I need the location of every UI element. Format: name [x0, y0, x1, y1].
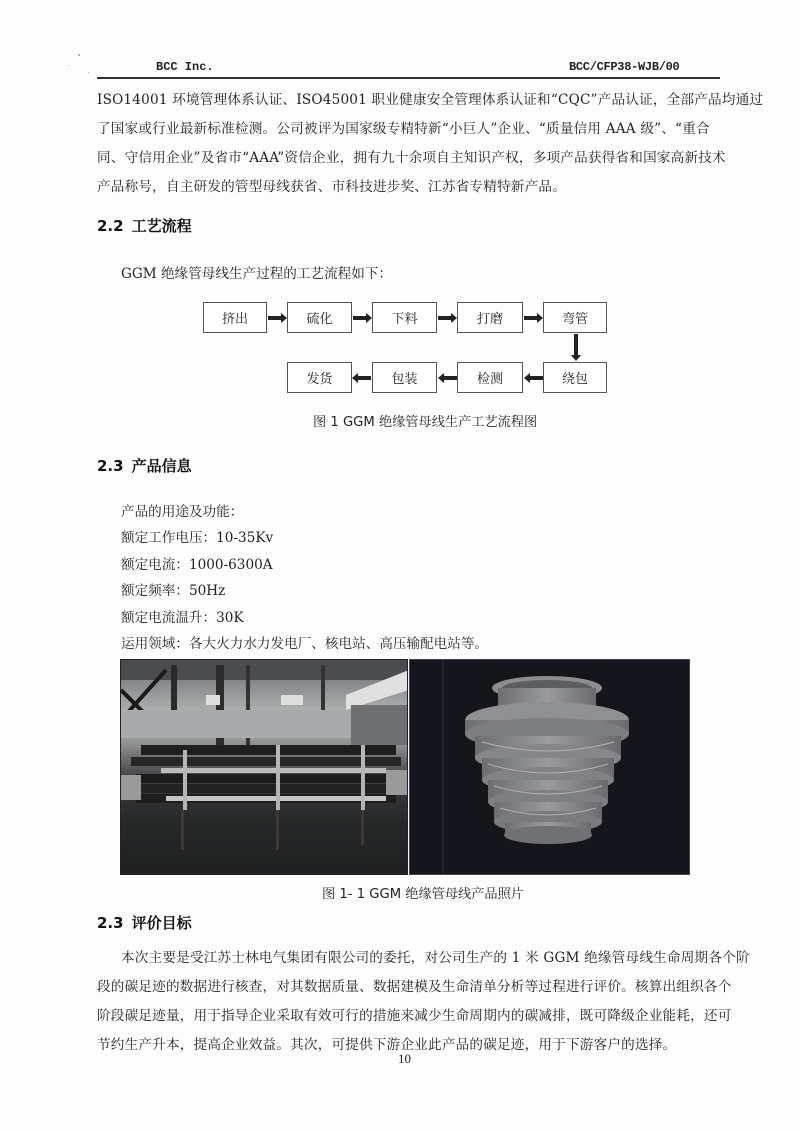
factory-busbar-photo	[120, 659, 408, 875]
page-number: 10	[398, 1051, 411, 1066]
application-fields: 运用领域：各大火力水力发电厂、核电站、高压输配电站等。	[121, 636, 489, 652]
scan-speck	[78, 54, 80, 56]
section-number: 2.3	[97, 457, 124, 475]
arrow-right-icon	[268, 316, 282, 320]
section-heading-product-info	[97, 455, 192, 476]
paragraph-line: 同、守信用企业”及省市“AAA”资信企业，拥有九十余项自主知识产权，多项产品获得省和国家高新技术	[97, 150, 726, 166]
figure-caption-flowchart: 图 1 GGM 绝缘管母线生产工艺流程图	[313, 415, 538, 430]
rated-temperature-rise: 额定电流温升：30K	[121, 610, 244, 626]
flow-step-cutting: 下料	[372, 302, 437, 333]
paragraph-line: 本次主要是受江苏士林电气集团有限公司的委托，对公司生产的 1 米 GGM 绝缘管母线生命周期各个阶	[121, 950, 750, 966]
scan-speck	[68, 65, 69, 66]
section-title: 工艺流程	[131, 217, 192, 235]
flow-step-vulcanize: 硫化	[287, 302, 352, 333]
product-purpose-label: 产品的用途及功能：	[121, 504, 244, 520]
arrow-left-icon	[443, 376, 457, 380]
figure-caption-photos: 图 1- 1 GGM 绝缘管母线产品照片	[322, 887, 524, 902]
arrow-left-icon	[529, 376, 543, 380]
section-number: 2.3	[97, 914, 124, 932]
rated-frequency: 额定频率：50Hz	[121, 583, 226, 599]
header-doc-code: BCC/CFP38-WJB/00	[569, 60, 680, 74]
intro-paragraph	[97, 86, 764, 202]
flow-step-packaging: 包装	[372, 362, 437, 393]
scan-speck	[88, 72, 89, 73]
header-rule	[97, 77, 720, 79]
arrow-right-icon	[353, 316, 367, 320]
paragraph-line: 产品称号，自主研发的管型母线获省、市科技进步奖、江苏省专精特新产品。	[97, 179, 566, 195]
header-company: BCC Inc.	[156, 60, 214, 74]
flow-step-wrapping: 绕包	[543, 362, 607, 393]
paragraph-line: 段的碳足迹的数据进行核查，对其数据质量、数据建模及生命清单分析等过程进行评价。核算出组织各个	[97, 979, 732, 995]
arrow-right-icon	[438, 316, 452, 320]
paragraph-line: 了国家或行业最新标准检测。公司被评为国家级专精特新“小巨人”企业、“质量信用 AAA 级”、“重合	[97, 121, 710, 137]
section-number: 2.2	[97, 217, 124, 235]
paragraph-line: 节约生产升本，提高企业效益。其次，可提供下游企业此产品的碳足迹，用于下游客户的选择。	[97, 1037, 677, 1053]
paragraph-line: 阶段碳足迹量，用于指导企业采取有效可行的措施来减少生命周期内的碳减排，既可降级企业能耗，还可	[97, 1008, 732, 1024]
flow-step-bending: 弯管	[543, 302, 607, 333]
flow-step-shipping: 发货	[287, 362, 352, 393]
paragraph-line: ISO14001 环境管理体系认证、ISO45001 职业健康安全管理体系认证和“CQC”产品认证，全部产品均通过	[97, 92, 764, 108]
evaluation-goal-paragraph	[97, 944, 750, 1060]
section-heading-evaluation-goal	[97, 912, 192, 933]
flow-step-testing: 检测	[457, 362, 523, 393]
rated-current: 额定电流：1000-6300A	[121, 557, 273, 573]
process-intro: GGM 绝缘管母线生产过程的工艺流程如下：	[121, 266, 393, 282]
arrow-left-icon	[357, 376, 371, 380]
section-heading-process	[97, 215, 192, 236]
section-title: 评价目标	[131, 914, 192, 932]
arrow-down-icon	[574, 334, 578, 356]
flow-step-extrusion: 挤出	[203, 302, 267, 333]
section-title: 产品信息	[131, 457, 192, 475]
insulator-render	[409, 659, 690, 875]
flow-step-grinding: 打磨	[457, 302, 523, 333]
rated-voltage: 额定工作电压：10-35Kv	[121, 530, 274, 546]
arrow-right-icon	[524, 316, 538, 320]
